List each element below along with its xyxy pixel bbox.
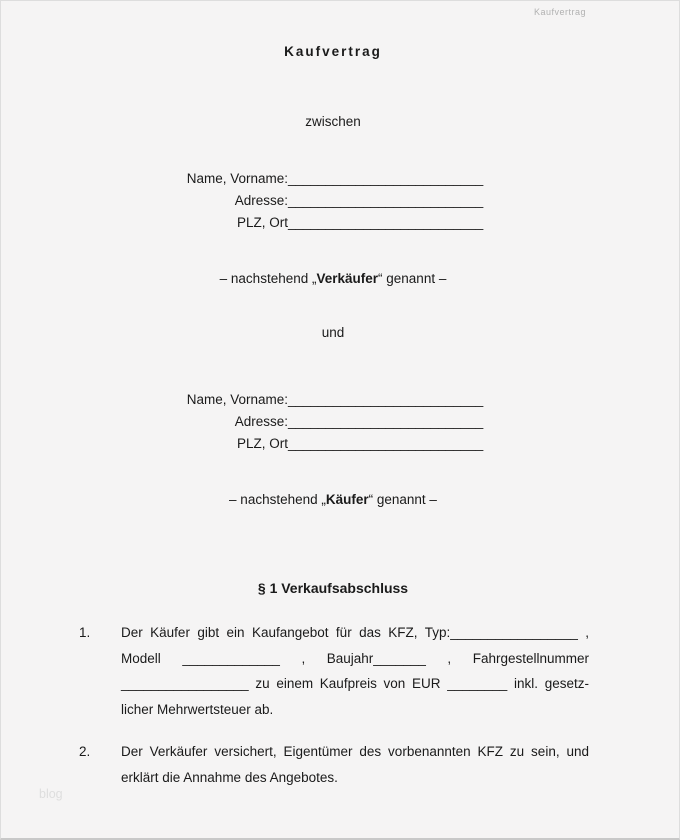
buyer-tagline-term: Käufer [325, 492, 369, 507]
section-1-heading: § 1 Verkaufsabschluss [257, 580, 409, 596]
clause-1-text [121, 620, 589, 722]
buyer-city-label: PLZ, Ort [236, 436, 288, 451]
blog-watermark: blog [39, 787, 63, 801]
clause-1-item [79, 620, 589, 722]
document-title: Kaufvertrag [284, 44, 382, 59]
seller-tagline-term: Verkäufer [316, 271, 379, 286]
buyer-name-label: Name, Vorname: [186, 392, 288, 407]
buyer-name-blank-line: __________________________ [288, 392, 484, 407]
corner-watermark-label: Kaufvertrag [533, 7, 586, 17]
clause-2-text [121, 739, 589, 790]
seller-city-blank-line: __________________________ [288, 215, 484, 230]
clause-2-line-2: erklärt die Annahme des Angebotes. [121, 769, 338, 785]
clause-2-item [79, 739, 589, 790]
clause-1-line-2: Modell _____________ , Baujahr_______ , Fahrgestellnummer [121, 650, 589, 666]
buyer-tagline-prefix: – nachstehend „ [229, 492, 326, 507]
buyer-address-blank-line: __________________________ [288, 414, 484, 429]
buyer-tagline-suffix: “ genannt – [368, 492, 437, 507]
clause-1-line-4: licher Mehrwertsteuer ab. [121, 701, 274, 717]
buyer-address-label: Adresse: [234, 414, 288, 429]
seller-name-label: Name, Vorname: [186, 171, 288, 186]
seller-details-block [78, 168, 483, 234]
and-label: und [321, 325, 345, 340]
buyer-name-field-row [78, 389, 483, 411]
seller-name-blank-line: __________________________ [288, 171, 484, 186]
buyer-city-blank-line: __________________________ [288, 436, 484, 451]
clause-1-line-1: Der Käufer gibt ein Kaufangebot für das KFZ, Typ:_________________ , [121, 625, 589, 640]
seller-tagline [1, 271, 665, 286]
buyer-details-block [78, 389, 483, 455]
seller-name-field-row [78, 168, 483, 190]
clause-1-line-3: _________________ zu einem Kaufpreis von EUR ________ inkl. gesetz- [121, 676, 589, 692]
clause-1-number: 1. [79, 625, 91, 640]
seller-city-label: PLZ, Ort [236, 215, 288, 230]
clause-2-line-1: Der Verkäufer versichert, Eigentümer des vorbenannten KFZ zu sein, und [121, 744, 589, 759]
seller-tagline-prefix: – nachstehend „ [219, 271, 317, 286]
buyer-city-field-row [78, 433, 483, 455]
seller-address-label: Adresse: [234, 193, 288, 208]
seller-tagline-suffix: “ genannt – [378, 271, 447, 286]
seller-city-field-row [78, 212, 483, 234]
clause-2-number: 2. [79, 744, 91, 759]
seller-address-field-row [78, 190, 483, 212]
buyer-address-field-row [78, 411, 483, 433]
between-label: zwischen [305, 114, 361, 129]
seller-address-blank-line: __________________________ [288, 193, 484, 208]
buyer-tagline [1, 492, 665, 507]
